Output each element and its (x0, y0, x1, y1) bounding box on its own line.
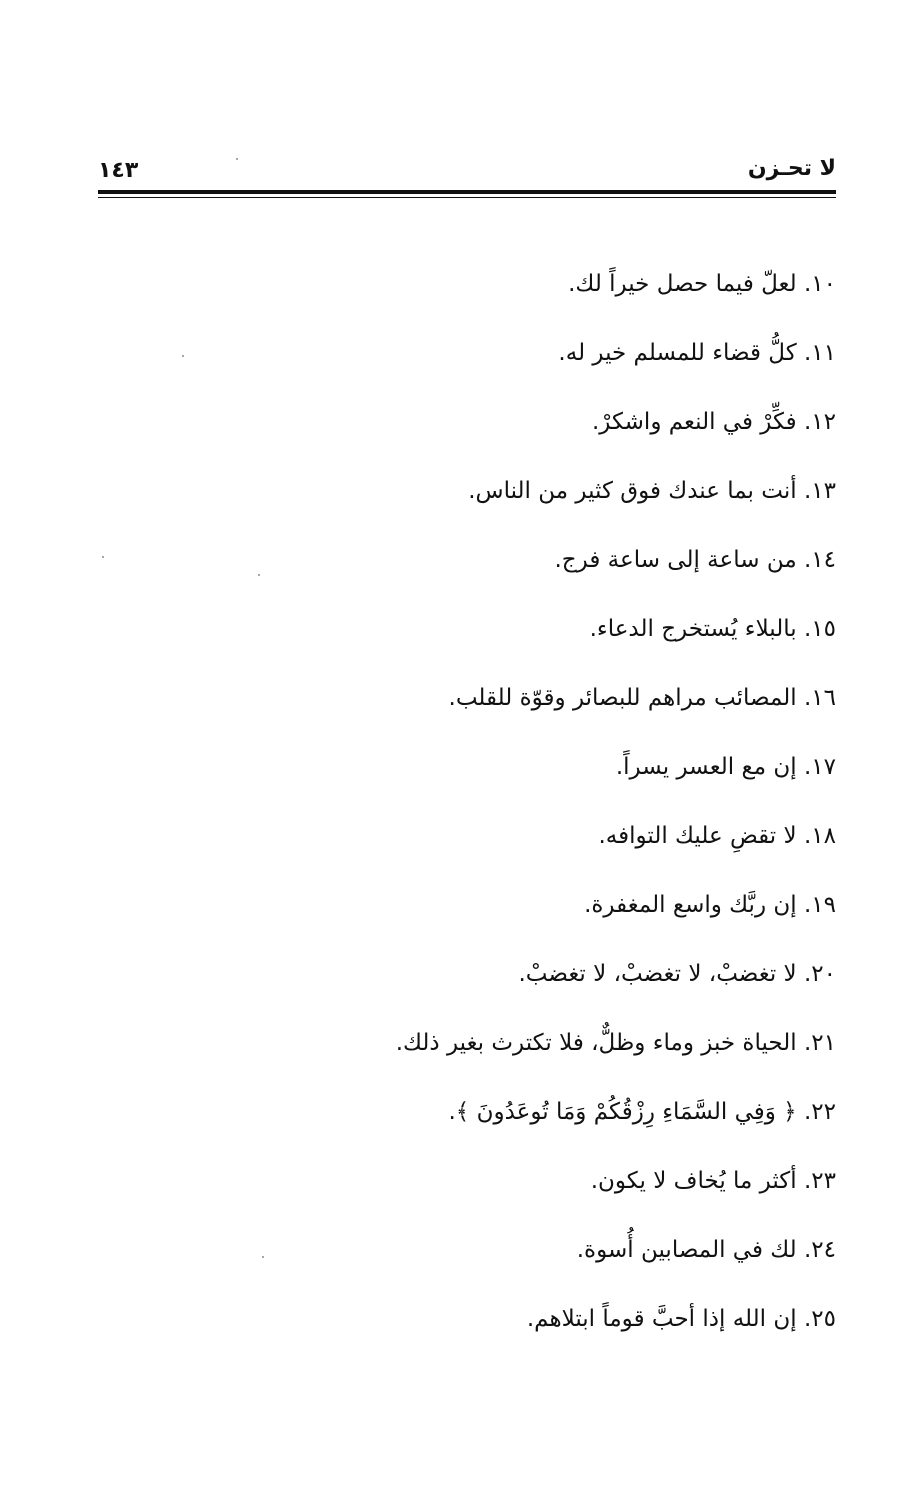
scan-speck (182, 355, 184, 357)
list-item (276, 676, 836, 745)
scan-speck (102, 556, 104, 558)
list-item (276, 1297, 836, 1366)
item-number: ١٧. (803, 754, 836, 780)
item-text: إن الله إذا أحبَّ قوماً ابتلاهم. (526, 1306, 797, 1332)
item-text: كلُّ قضاء للمسلم خير له. (558, 340, 797, 366)
header-rule-thick (98, 190, 836, 194)
item-number: ٢٤. (803, 1237, 836, 1263)
item-text: الحياة خبز وماء وظلٌّ، فلا تكترث بغير ذلك. (395, 1030, 797, 1056)
item-text: فكِّرْ في النعم واشكرْ. (591, 409, 797, 435)
list-item (276, 1021, 836, 1090)
item-text: لك في المصابين أُسوة. (576, 1237, 797, 1263)
item-text: لا تغضبْ، لا تغضبْ، لا تغضبْ. (518, 961, 797, 987)
scan-speck (236, 158, 238, 160)
list-item (276, 745, 836, 814)
header-rule-thin (98, 197, 836, 198)
list-item (276, 538, 836, 607)
numbered-list (276, 262, 836, 1366)
list-item (276, 883, 836, 952)
item-number: ١٤. (803, 547, 836, 573)
item-number: ١٦. (803, 685, 836, 711)
item-number: ٢٣. (803, 1168, 836, 1194)
list-item (276, 607, 836, 676)
item-number: ١٢. (803, 409, 836, 435)
item-text: أنت بما عندك فوق كثير من الناس. (468, 478, 797, 504)
item-text: أكثر ما يُخاف لا يكون. (590, 1168, 797, 1194)
item-text: إن مع العسر يسراً. (615, 754, 797, 780)
item-number: ٢١. (803, 1030, 836, 1056)
list-item (276, 814, 836, 883)
item-number: ٢٢. (803, 1099, 836, 1125)
list-item (276, 952, 836, 1021)
item-text: المصائب مراهم للبصائر وقوّة للقلب. (448, 685, 797, 711)
item-number: ١٨. (803, 823, 836, 849)
list-item (276, 262, 836, 331)
list-item (276, 469, 836, 538)
item-text: لا تقضِ عليك التوافه. (598, 823, 797, 849)
running-header (98, 150, 836, 206)
list-item (276, 400, 836, 469)
item-text: إن ربَّك واسع المغفرة. (584, 892, 797, 918)
item-number: ١٣. (803, 478, 836, 504)
item-number: ١٠. (803, 271, 836, 297)
item-number: ١١. (803, 340, 836, 366)
item-text: لعلّ فيما حصل خيراً لك. (568, 271, 797, 297)
item-text: من ساعة إلى ساعة فرج. (554, 547, 797, 573)
quran-verse: ﴿ وَفِي السَّمَاءِ رِزْقُكُمْ وَمَا تُوعَدُونَ ﴾. (448, 1099, 797, 1125)
item-number: ٢٥. (803, 1306, 836, 1332)
scan-speck (258, 574, 260, 576)
item-number: ٢٠. (803, 961, 836, 987)
item-number: ١٩. (803, 892, 836, 918)
item-text: بالبلاء يُستخرج الدعاء. (589, 616, 797, 642)
scan-speck (262, 1256, 264, 1258)
page-number: ١٤٣ (98, 158, 139, 183)
list-item (276, 1228, 836, 1297)
list-item (276, 331, 836, 400)
book-title: لا تحـزن (747, 156, 836, 181)
list-item (276, 1159, 836, 1228)
list-item (276, 1090, 836, 1159)
item-number: ١٥. (803, 616, 836, 642)
